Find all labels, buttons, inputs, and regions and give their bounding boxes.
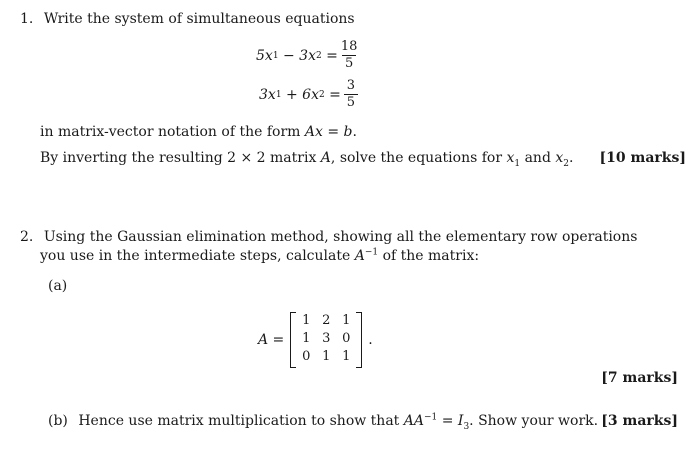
question-number: 2.	[20, 229, 34, 245]
text: By inverting the resulting 2 × 2 matrix	[40, 150, 321, 166]
matrix-end: .	[368, 332, 373, 348]
equals-sign: =	[324, 86, 341, 103]
marks-q1: [10 marks]	[599, 150, 686, 166]
question-1	[20, 11, 355, 27]
fraction	[344, 79, 358, 110]
matrix-cell: 1	[322, 349, 331, 364]
matrix-cell: 3	[322, 331, 331, 346]
text: , solve the equations for	[330, 150, 507, 166]
equation-1: 5x 1 − 3x 2 = $\frac{18}{5}$	[256, 39, 358, 71]
eq-term: 5x	[256, 47, 273, 64]
q2-line-2	[40, 248, 479, 264]
question-2	[20, 229, 637, 245]
math-symbol: A	[320, 150, 331, 166]
eq-term: 3x	[259, 86, 276, 103]
matrix	[290, 312, 362, 368]
marks-q2a: [7 marks]	[601, 370, 678, 386]
denominator: 5	[346, 95, 356, 110]
math-symbol: x	[555, 150, 564, 166]
text: . Show your work.	[469, 413, 599, 429]
matrix-label: A =	[258, 332, 285, 348]
text: of the matrix:	[378, 248, 480, 264]
math-expression: Ax = b	[304, 124, 353, 140]
part-a-label: (a)	[48, 278, 68, 294]
q1-line-a	[40, 124, 357, 140]
equals-sign: =	[321, 47, 338, 64]
subscript: 2	[563, 158, 569, 169]
marks-q2b: [3 marks]	[601, 413, 678, 429]
q1-line-b	[40, 150, 574, 169]
math-expression: AA	[403, 413, 424, 429]
text: .	[569, 150, 574, 166]
math-symbol: A	[354, 248, 365, 264]
equation-2: 3x 1 + 6x 2 = $\frac{3}{5}$	[259, 79, 358, 110]
fraction	[341, 40, 358, 71]
matrix-cell: 1	[302, 331, 311, 346]
superscript: −1	[423, 412, 438, 423]
matrix-cell: 0	[302, 349, 311, 364]
matrix-cell: 1	[342, 349, 351, 364]
text: and	[520, 150, 556, 166]
eq-term: + 6x	[281, 86, 319, 103]
question-intro: Write the system of simultaneous equations	[43, 11, 355, 27]
matrix-cell: 2	[322, 313, 331, 328]
text: .	[352, 124, 357, 140]
right-bracket	[356, 312, 362, 368]
numerator: 3	[346, 78, 356, 93]
question-number: 1.	[20, 11, 34, 27]
text: in matrix-vector notation of the form	[40, 124, 305, 140]
denominator: 5	[345, 56, 354, 71]
matrix-cell: 1	[302, 313, 311, 328]
text: Hence use matrix multiplication to show that	[78, 413, 404, 429]
numerator: 18	[340, 39, 358, 54]
subscript: 1	[514, 158, 521, 169]
math-symbol: x	[506, 150, 515, 166]
eq-term: − 3x	[278, 47, 316, 64]
matrix-grid	[296, 313, 356, 367]
matrix-cell: 0	[342, 331, 351, 346]
math-expression: = I	[437, 413, 464, 429]
question-text: Using the Gaussian elimination method, showing all the elementary row operations	[43, 229, 638, 245]
text: you use in the intermediate steps, calculate	[40, 248, 355, 264]
superscript: −1	[364, 247, 379, 258]
matrix-cell: 1	[342, 313, 351, 328]
part-b-label: (b)	[48, 413, 68, 429]
part-b	[48, 412, 599, 432]
matrix-block	[258, 312, 373, 368]
subscript: 3	[463, 421, 470, 432]
